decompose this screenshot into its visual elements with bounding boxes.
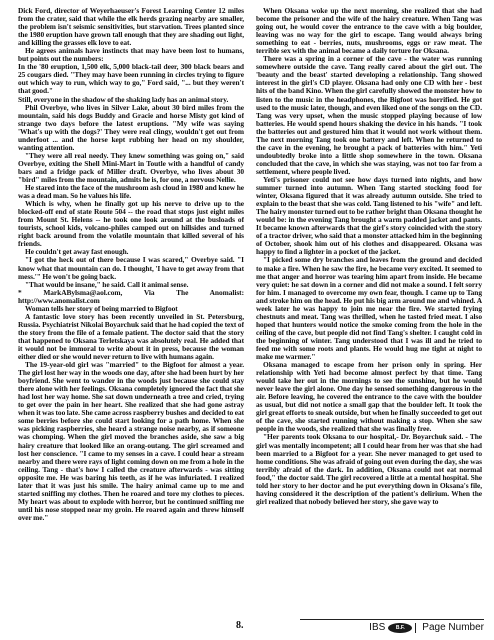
page-number-label: Page Number xyxy=(422,622,484,633)
article-columns xyxy=(18,7,482,619)
paragraph: Oksana managed to escape from her prison only in spring. Her relationship with Yeti had become almost perfect by that time. Tang would take her out in the mornings to see the sunshine, but he would never leave the girl alone. One day he sensed something dangerous in the air. Before leaving, he covered the entrance to the cave with the boulder as usual, but did not notice a small gap that the boulder left. It took the girl great efforts to sneak outside, but when he finally succeeded to get out of the cave, she started running without making a stop. When she saw people in the woods, she realized that she was finally free. xyxy=(256,360,482,434)
paragraph: "That would be insane," he said. Call it animal sense. xyxy=(25,279,189,289)
bigfoot-logo-icon: B.F. xyxy=(388,623,412,633)
paragraph: The 19-year-old girl was "married" to the Bigfoot for almost a year. The girl lost her way in the woods one day, after she had been hurt by her boyfriend. She went to wander in the woods just because she could stay there alone with her feelings. Oksana completely ignored the fact that she had lost her way home. She sat down underneath a tree and cried, trying to get over the pain in her heart. She realized that she had gone astray when it was too late. She came across raspberry bushes and decided to eat some berries before she could start looking for a path home. When she was picking raspberries, she heard a strange noise nearby, as if someone was chomping. When the girl moved the branches aside, she saw a big hairy creature that looked like an orang-outang. The girl screamed and lost her conscience. "I came to my senses in a cave. I could hear a stream nearby and there were rays of light coming down on me from a hole in the ceiling. Tang - that's how I called the creature afterwards - was sitting opposite me. He was baring his teeth, as if he was infuriated. I realized later that it was just his smile. The hairy animal came up to me and started sniffing my clothes. Then he roared and tore my clothes to pieces. My heart was about to explode with horror, but he continued sniffing me until his nose stopped near my groin. He roared again and threw himself over me." xyxy=(18,360,244,522)
paragraph: When Oksana woke up the next morning, she realized that she had become the prisoner and the wife of the hairy creature. When Tang was going out, he would cover the entrance to the cave with a big boulder, leaving was no way for the girl to escape. Tang would always bring something to eat - berries, nuts, mushrooms, eggs or raw meat. The terrible sex with the animal became a daily torture for Oksana. xyxy=(256,7,482,56)
paragraph: He stared into the face of the mushroom ash cloud in 1980 and knew he was a dead man. So he values his life. xyxy=(18,183,244,201)
paragraph: "They were all real needy. They knew something was going on," said Overbye, exiting the Shell Mini-Mart in Toutle with a handful of candy bars and a fridge pack of Miller draft. Overbye, who lives about 30 "bird" miles from the mountain, admits he is, for one, a nervous Nellie. xyxy=(18,150,244,184)
paragraph: A fantastic love story has been recently unveiled in St. Petersburg, Russia. Psychiatrist Nikolai Boyarchuk said that he had copied the text of the story from the file of a female patient. The doctor said that the story that happened to Oksana Terletskaya was absolutely real. He added that it would not be immoral to write about it in press, because the woman either died or she would never return to live with humans again. xyxy=(18,311,244,362)
divider-icon xyxy=(415,623,419,633)
publication-name: IBS xyxy=(369,622,386,633)
paragraph: "I got the heck out of there because I was scared," Overbye said. "I know what that mountain can do. I thought, 'I have to get away from that mess.'" He won't be going back. xyxy=(18,255,244,281)
paragraph: Still, everyone in the shadow of the shaking lady has an animal story. xyxy=(18,94,229,104)
paragraph: "Her parents took Oksana to our hospital,- Dr. Boyarchuk said. - The girl was mentally incompetent; all I could hear from her was that she had been married to a Bigfoot for a year. She never managed to get used to home conditions. She was afraid of going out even during the day, she was terribly afraid of the dark. In addition, Oksana could not eat normal food," the doctor said. The girl recovered a little at a mental hospital. She told her story to her doctor and he put everything down in Oksana's file, having considered it the description of the patient's delirium. When the girl realized that nobody believed her story, she gave way to xyxy=(256,432,482,506)
paragraph: He agrees animals have instincts that may have been lost to humans, but points out the numbers: xyxy=(18,46,244,64)
paragraph: Yeti's prisoner could not see how days turned into nights, and how summer turned into autumn. When Tang started stocking food for winter, Oksana figured that it was already autumn outside. She tried to explain to the beast that she was cold. Tang listened to his "wife" and left. The hairy monster turned out to be rather bright than Oksana thought he would be: in the evening Tang brought a warm padded jacket and pants. It became known afterwards that the girl's story coincided with the story of a tractor driver, who said that a monster attacked him in the beginning of October, shook him out of his clothes and disappeared. Oksana was happy to find a lighter in a pocket of the jacket. xyxy=(256,174,482,257)
paragraph: Woman tells her story of being married to Bigfoot xyxy=(25,303,178,313)
page-number: 8. xyxy=(236,620,244,631)
publication-line xyxy=(300,619,484,633)
left-column xyxy=(18,7,244,619)
paragraph: Dick Ford, director of Weyerhaeuser's Forest Learning Center 12 miles from the crater, said that while the elk herds grazing nearby are smaller, the problem isn't seismic sensitivities, but starvation. Trees planted since the 1980 eruption have grown tall enough that they are shading out light, and killing the grasses elk love to eat. xyxy=(18,7,244,48)
paragraph: Which is why, when he finally got up his nerve to drive up to the blocked-off end of state Route 504 -- the road that stops just eight miles from Mount St. Helens -- he took one look around at the busloads of tourists, school kids, volcano-philes camped out on hillsides and turned right back around from the volatile mountain that killed several of his friends. xyxy=(18,199,244,249)
right-column xyxy=(256,7,482,619)
page-footer xyxy=(0,618,494,636)
paragraph: "I picked some dry branches and leaves from the ground and decided to make a fire. When he saw the fire, he became very excited. It seemed to me that anger and horror was tearing him apart from inside. He became very quiet: he sat down in a corner and did not make a sound. I felt sorry for him. I managed to overcome my own fear, though. I came up to Tang and stroke him on the head. He put his big arm around me and whined. A week later he was happy to join me near the fire. We started frying chestnuts and meat. Tang was thrilled, when he tasted fried meat. I also hoped that hunters would notice the smoke coming from the hole in the ceiling of the cave, but people did not find Tang's shelter. I caught cold in the beginning of winter. Tang understood that I was ill and he tried to feed me with some roots and plants. He would hug me tight at night to make me warmer." xyxy=(256,255,482,362)
paragraph: There was a spring in a corner of the cave - the water was running somewhere outside the cave. Tang really cared about the girl out. The 'beauty and the beast' started developing a relationship. Tang showed interest in the girl's CD player. Oksana had only one CD with her - best hits of the band Kino. When the girl carefully showed the monster how to listen to the music in the headphones, the Bigfoot was horrified. He got used to the music later, though, and even liked one of the songs on the CD. Tang was very upset, when the music stopped playing because of low batteries. He would spend hours shaking the device in his hands. "I took the batteries out and gestured him that it would not work without them. The next morning Tang took one battery and left. When he returned to the cave in the evening, he brought a pack of batteries with him." Yeti undoubtedly broke into a little shop somewhere in the town. Oksana concluded that the cave, in which she was staying, was not too far from a settlement, where people lived. xyxy=(256,54,482,176)
paragraph: * MarkABylsma@aol.com, Via The Anomalist: http://www.anomalist.com xyxy=(18,287,244,305)
paragraph: Phil Overbye, who lives in Silver Lake, about 30 bird miles from the mountain, said his dogs Buddy and Gracie and horse Misty got kind of strange two days before the latest eruptions. "My wife was saying 'What's up with the dogs?' They were real clingy, wouldn't get out from underfoot ... and the horse kept rubbing her head on my shoulder, wanting attention. xyxy=(18,102,244,152)
paragraph: He couldn't get away fast enough. xyxy=(25,247,129,257)
paragraph: In the '80 eruption, 1,500 elk, 5,000 black-tail deer, 300 black bears and 25 cougars died. "They may have been running in circles trying to figure out which way to run, which way to go," Ford said, "... but they weren't that good." xyxy=(18,62,244,96)
